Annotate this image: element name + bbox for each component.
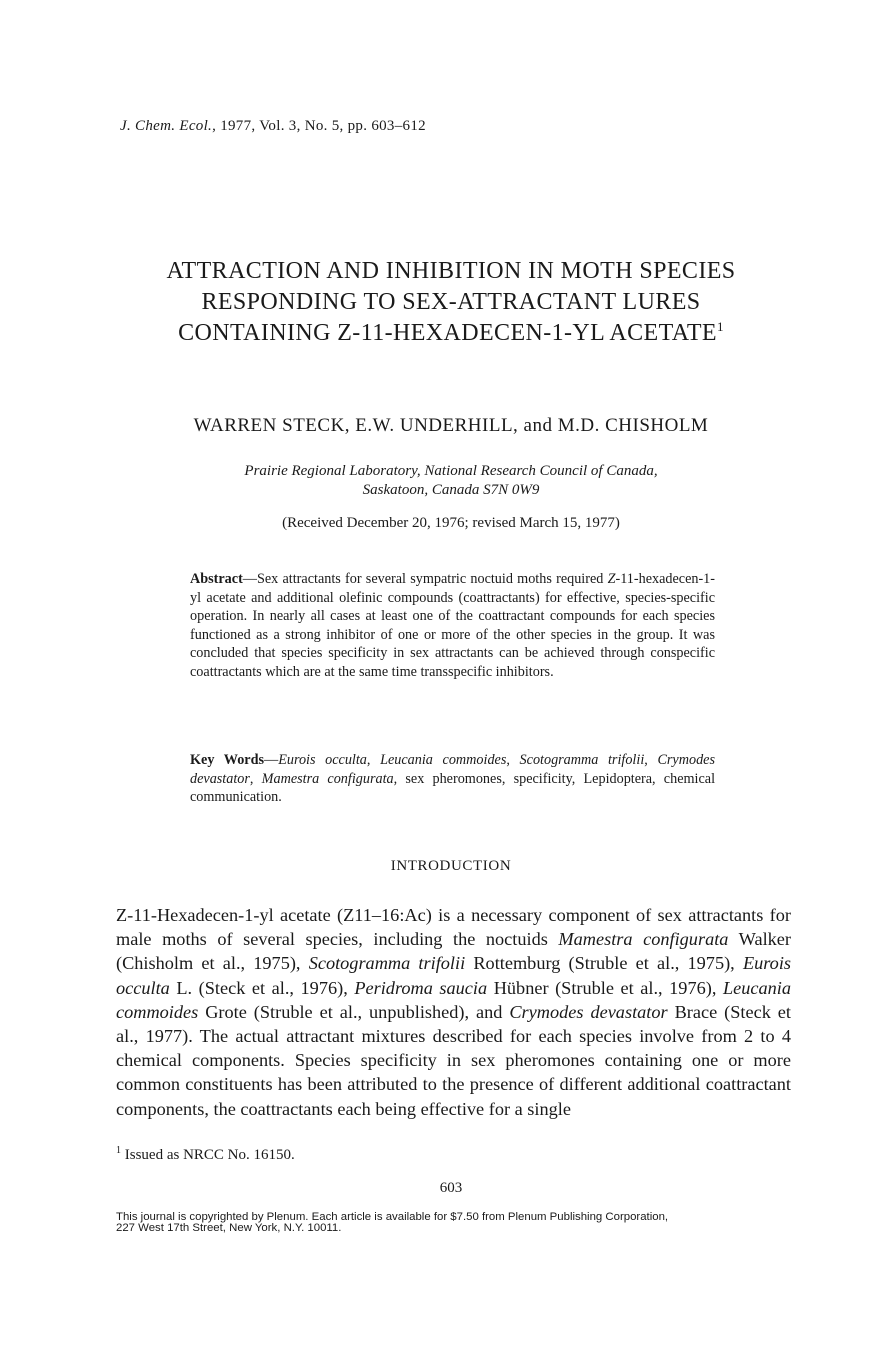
page-number: 603 bbox=[439, 1180, 463, 1196]
citation-details: , 1977, Vol. 3, No. 5, pp. 603–612 bbox=[212, 118, 426, 134]
journal-name: J. Chem. Ecol. bbox=[120, 118, 213, 134]
copyright-line-1: This journal is copyrighted by Plenum. Each article is available for $7.50 from Plenum Publishing Corporation, bbox=[116, 1211, 669, 1223]
journal-citation bbox=[120, 118, 426, 135]
footnote bbox=[116, 1145, 295, 1164]
paper-title bbox=[60, 256, 842, 349]
copyright-line-2: 227 West 17th Street, New York, N.Y. 10011. bbox=[116, 1222, 342, 1234]
abstract-label: Abstract bbox=[190, 571, 243, 587]
title-line-2: RESPONDING TO SEX-ATTRACTANT LURES bbox=[201, 289, 701, 315]
copyright-notice bbox=[116, 1212, 796, 1234]
title-line-1: ATTRACTION AND INHIBITION IN MOTH SPECIES bbox=[166, 258, 736, 284]
title-footnote-mark: 1 bbox=[716, 319, 724, 334]
affiliation-line-1: Prairie Regional Laboratory, National Research Council of Canada, bbox=[244, 463, 658, 479]
footnote-text: Issued as NRCC No. 16150. bbox=[121, 1147, 295, 1163]
footnote-mark: 1 bbox=[116, 1145, 121, 1156]
affiliation bbox=[60, 462, 842, 500]
received-dates: (Received December 20, 1976; revised March 15, 1977) bbox=[282, 515, 620, 531]
abstract-text: Sex attractants for several sympatric noctuid moths required bbox=[256, 571, 608, 587]
title-line-3: CONTAINING Z-11-HEXADECEN-1-YL ACETATE$^1$ bbox=[178, 319, 724, 346]
abstract: Abstract—Sex attractants for several sympatric noctuid moths required Z-11-hexadecen-1-yl acetate and additional olefinic compounds (coattractants) for effective, species-specific operation. In nearly all cases at least one of the coattractant compounds for each species functioned as a strong inhibitor of one or more of the other species in the group. It was concluded that species specificity in sex attractants can be achieved through conspecific coattractants which are at the same time transspecific inhibitors. bbox=[190, 571, 715, 680]
introduction-paragraph: Z-11-Hexadecen-1-yl acetate (Z11–16:Ac) is a necessary component of sex attractants for male moths of several species, including the noctuids Mamestra configurata Walker (Chisholm et al., 1975), Scotogramma trifolii Rottemburg (Struble et al., 1975), Eurois occulta L. (Steck et al., 1976), Peridroma saucia Hübner (Struble et al., 1976), Leucania commoides Grote (Struble et al., unpublished), and Crymodes devastator Brace (Steck et al., 1977). The actual attractant mixtures described for each species involve from 2 to 4 chemical components. Species specificity in sex pheromones containing one or more common constituents has been attributed to the presence of different additional coattractant components, the coattractants each being effective for a single bbox=[116, 905, 792, 1119]
key-words: Key Words—Eurois occulta, Leucania commoides, Scotogramma trifolii, Crymodes devastator, Mamestra configurata, sex pheromones, specificity, Lepidoptera, chemical communication. bbox=[190, 752, 716, 806]
author-list: WARREN STECK, E.W. UNDERHILL, and M.D. CHISHOLM bbox=[193, 415, 709, 436]
key-words-label: Key Words bbox=[190, 752, 265, 768]
affiliation-line-2: Saskatoon, Canada S7N 0W9 bbox=[362, 482, 540, 498]
section-heading-introduction: INTRODUCTION bbox=[390, 858, 512, 874]
